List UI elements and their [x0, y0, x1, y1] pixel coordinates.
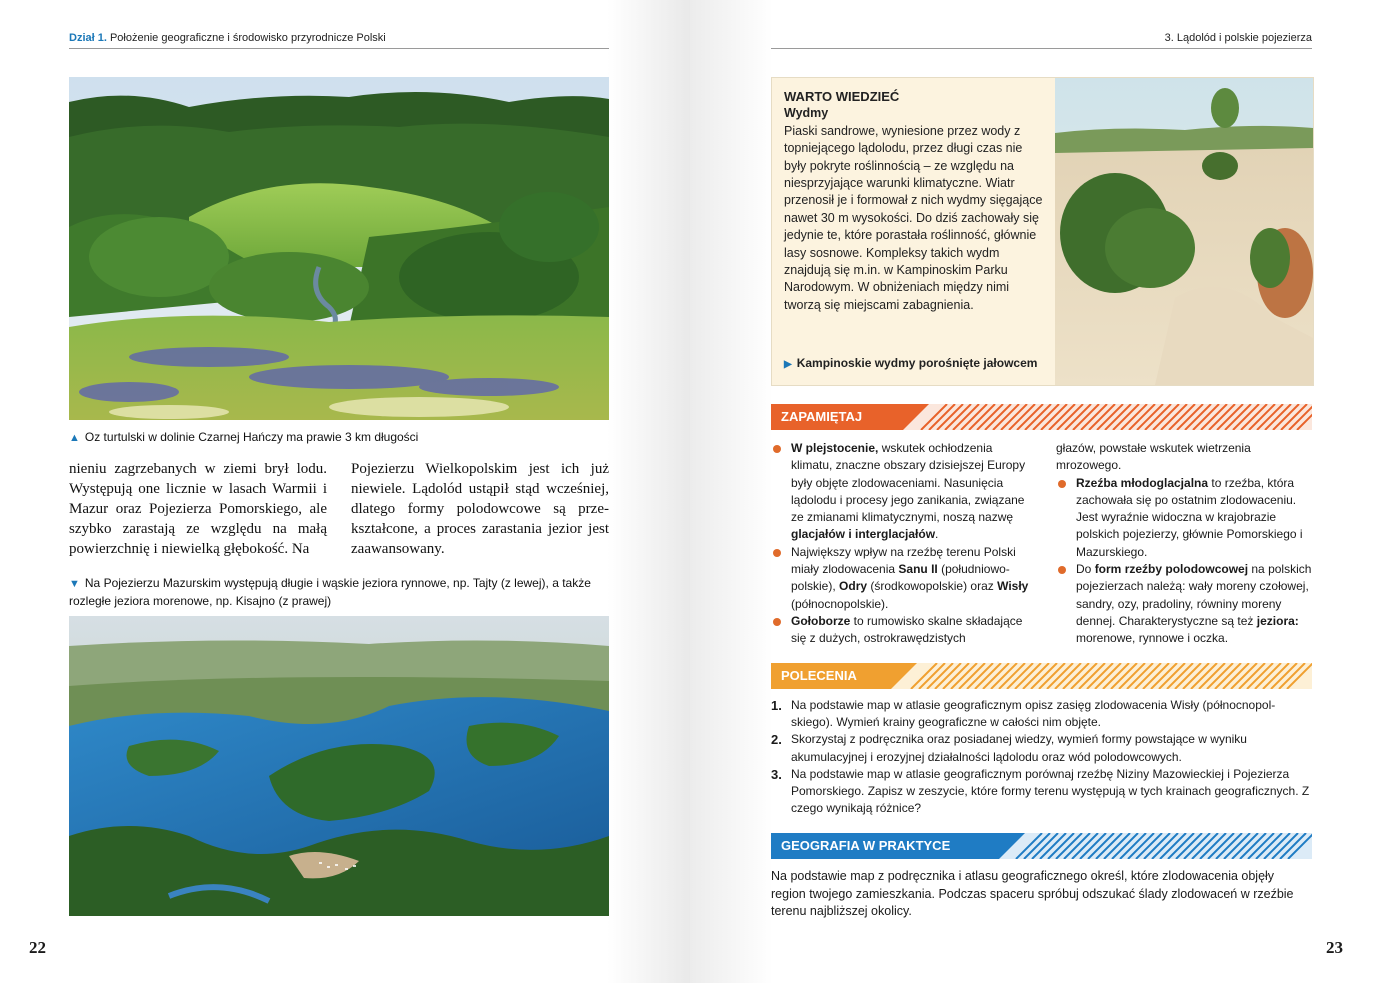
polecenia-band: [771, 663, 1312, 689]
warto-caption-text: Kampinoskie wydmy porośnięte jałowcem: [796, 356, 1038, 370]
zap-item-2-bold2: Odry: [839, 579, 868, 594]
polecenie-3: [771, 766, 1312, 818]
praktyka-text: Na podstawie map z podręcznika i atlasu geograficznego określ, które zlodowacenia objęły region twojego zamieszkania. Podczas spaceru spróbuj odszukać ślady zlodowaceń w rzeźbie terenu najbliższej okolicy.: [771, 869, 1294, 919]
polecenie-3-number: 3.: [771, 766, 782, 782]
warto-caption: [784, 356, 1037, 370]
zap-item-2-text2: (południowo-polskie),: [791, 562, 1010, 594]
zap-item-4-text: to rzeźba, która zachowała się po ostatnim zlodowaceniu. Jest wyraźnie widoczna w krajobrazie polskich pojezierzy, głównie Pomorskiego i Mazurskiego.: [1076, 475, 1303, 559]
polecenie-2-text: Skorzystaj z podręcznika oraz posiadanej wiedzy, wymień formy powstające w wyniku akumulacyjnej i erozyjnej działalności lądolodu oraz wód polodowcowych.: [791, 732, 1247, 764]
zap-item-1-text2: .: [935, 527, 939, 542]
zap-item-1-bold2: glacjałów i interglacjałów: [791, 527, 936, 542]
zap-item-3-continued: głazów, powstałe wskutek wietrzenia mrozowego.: [1056, 441, 1251, 473]
zap-item-5: [1056, 561, 1312, 647]
triangle-up-icon: ▲: [69, 432, 80, 444]
zap-item-2-text: Największy wpływ na rzeźbę terenu Polski miały zlodowacenia: [791, 544, 1016, 577]
zap-item-1-bold: W plejstocenie,: [791, 441, 879, 455]
polecenie-1: [771, 697, 1312, 731]
warto-text-block: [784, 88, 1046, 314]
polecenie-2-number: 2.: [771, 732, 782, 748]
bullet-dot-icon: [773, 549, 781, 557]
polecenia-list: [771, 697, 1312, 817]
zapamietaj-label: ZAPAMIĘTAJ: [781, 409, 863, 424]
photo-oz-turtulski: [69, 77, 609, 420]
zap-item-2: [771, 544, 1037, 613]
running-header-left: [69, 32, 609, 49]
zap-item-3: [771, 613, 1037, 648]
zap-item-1: [771, 440, 1037, 544]
running-header-right: 3. Lądolód i polskie pojezierza: [771, 32, 1312, 49]
zap-item-1-text: wskutek ochłodzenia klimatu, znaczne obszary dzisiejszej Europy były objęte zlodowaceniami. Nasunięcia lądolodu i procesy jego zanikania, związane ze zmianami klimatycznymi, noszą nazwę: [791, 441, 1026, 525]
photo-kampinos-dunes: [1055, 78, 1313, 385]
zapamietaj-col2: [1056, 440, 1312, 648]
polecenie-2: [771, 731, 1312, 765]
warto-body: Piaski sandrowe, wyniesione przez wody z topniejącego lądolodu, przez długi czas nie były pokryte roślinnością – ze względu na niesprzyjające warunki klimatyczne. Wiatr przenosił je i formował z nich wydmy sięgające nawet 30 m wysokości. Do dziś zachowały się jedynie te, które porastała roślinność, głównie lasy sosnowe. Kompleksy takich wydm znajdują się m.in. w Kampinoskim Parku Narodowym. W obniżeniach między nimi tworzą się miejscami zabagnienia.: [784, 123, 1043, 312]
bullet-dot-icon: [1058, 566, 1066, 574]
caption-bottom-text: Na Pojezierzu Mazurskim występują długie i wąskie jeziora rynnowe, np. Tajty (z lewej), a także rozległe jeziora morenowe, np. Kisajno (z prawej): [69, 576, 591, 608]
bullet-dot-icon: [1058, 480, 1066, 488]
body-text-col1: nieniu zagrzebanych w ziemi brył lodu. Występują one licznie w lasach Warmii i Mazur oraz Pojezierza Pomorskiego, ale szybko zarastają ze względu na małą powierzchnię i niewielką głębokość. Na: [69, 461, 327, 557]
zap-item-5-bold2: jeziora:: [1256, 613, 1299, 628]
section-title: Położenie geograficzne i środowisko przyrodnicze Polski: [109, 32, 386, 44]
right-page: [690, 0, 1380, 983]
triangle-down-icon: ▼: [69, 578, 80, 590]
caption-top-text: Oz turtulski w dolinie Czarnej Hańczy ma prawie 3 km długości: [84, 430, 419, 444]
zap-item-4-bold: Rzeźba młodoglacjalna: [1076, 475, 1209, 490]
praktyka-band: [771, 833, 1312, 859]
warto-subtitle: Wydmy: [784, 106, 829, 121]
zapamietaj-band: [771, 404, 1312, 430]
polecenie-1-number: 1.: [771, 698, 782, 713]
zap-item-4: [1056, 475, 1312, 561]
zap-item-5-text3: morenowe, rynnowe i oczka.: [1076, 631, 1229, 646]
zap-item-2-text3: (środkowopolskie) oraz: [867, 579, 998, 594]
zap-item-2-text4: (północnopolskie).: [791, 596, 889, 611]
bullet-dot-icon: [773, 445, 781, 453]
zap-item-3-bold: Gołoborze: [791, 613, 851, 628]
zap-item-5-bold: form rzeźby polodowcowej: [1094, 562, 1249, 577]
zapamietaj-col1: [771, 440, 1037, 648]
zap-item-2-bold3: Wisły: [997, 579, 1029, 594]
triangle-right-icon: ▶: [784, 359, 792, 370]
page-number-left: 22: [29, 938, 46, 957]
photo-mazury-lakes: [69, 616, 609, 916]
zap-item-2-bold: Sanu II: [898, 562, 938, 577]
warto-wiedziec-box: [771, 77, 1314, 386]
praktyka-label: GEOGRAFIA W PRAKTYCE: [781, 838, 951, 853]
polecenie-1-text: Na podstawie map w atlasie geograficznym opisz zasięg zlodowacenia Wisły (północnopol-skiego). Wymień krainy geograficzne w całości nim objęte.: [791, 698, 1276, 730]
section-number: Dział 1.: [69, 32, 107, 44]
zap-item-5-text2: na polskich pojezierzach należą: wały moreny czołowej, sandry, ozy, pradoliny, równiny moreny dennej. Charakterystyczne są też: [1076, 562, 1312, 628]
page-number-right: 23: [1326, 938, 1343, 957]
polecenie-3-text: Na podstawie map w atlasie geograficznym porównaj rzeźbę Niziny Mazowieckiej i Pojezierza Pomorskiego. Zapisz w zeszycie, które formy terenu występują w tych krainach geograficznych. Z czego wynikają różnice?: [791, 766, 1310, 816]
caption-top-photo: [69, 429, 609, 447]
body-text-col2: Pojezierzu Wielkopolskim jest ich już niewiele. Lądolód ustąpił stąd wcześniej, dlatego formy polodowcowe są prze-kształcone, a proces zarastania jezior jest zaawansowany.: [351, 461, 609, 557]
caption-bottom-photo: [69, 575, 609, 610]
zap-item-5-text: Do: [1076, 562, 1095, 577]
bullet-dot-icon: [773, 618, 781, 626]
warto-title: WARTO WIEDZIEĆ: [784, 89, 900, 104]
polecenia-label: POLECENIA: [781, 668, 857, 683]
zap-item-3-text: to rumowisko skalne składające się z dużych, ostrokrawędzistych: [791, 613, 1023, 646]
